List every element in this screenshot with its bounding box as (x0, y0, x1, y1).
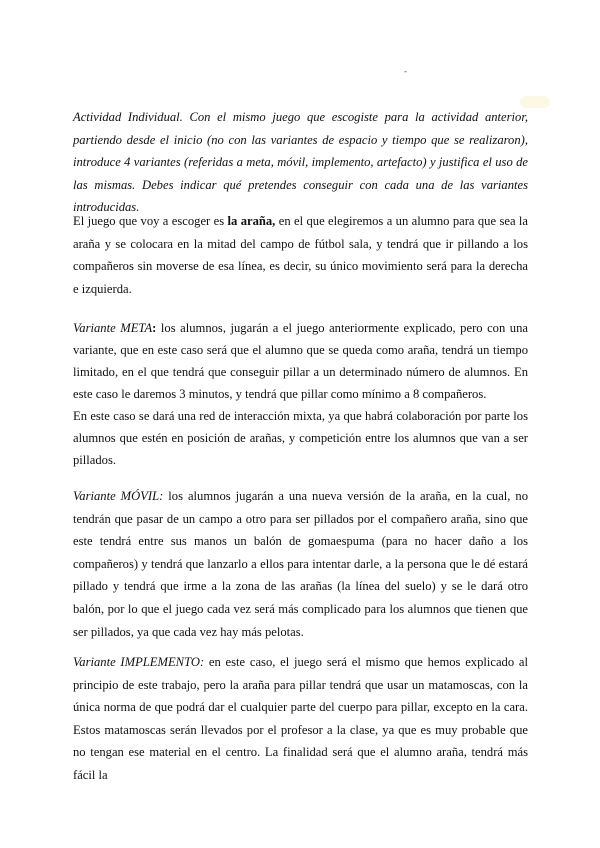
game-intro-after: en el que elegiremos a un alumno para que sea la araña y se colocara en la mitad del campo de fútbol sala, y tendrá que ir pillando a los compañeros sin moverse de esa línea, es decir, su único movimiento será para la derecha e izquierda. (73, 214, 529, 296)
game-intro-before: El juego que voy a escoger es (73, 214, 228, 228)
activity-statement: Actividad Individual. Con el mismo juego que escogiste para la actividad anterior, partiendo desde el inicio (no con las variantes de espacio y tiempo que se realizaron), introduce 4 variantes (referidas a meta, móvil, implemento, artefacto) y justifica el uso de las mismas. Debes indicar qué pretendes conseguir con cada una de las variantes introducidas. (73, 110, 528, 215)
variant-movil-paragraph (73, 485, 528, 643)
variant-movil-label: Variante MÓVIL: (73, 489, 164, 503)
variant-movil-text: los alumnos jugarán a una nueva versión de la araña, en la cual, no tendrán que pasar de un campo a otro para ser pillados por el compañero araña, sino que este tendrá entre sus manos un balón de gomaespuma (para no hacer daño a los compañeros) y tendrá que lanzarlo a ellos para intentar darle, a la persona que le dé estará pillado y tendrá que irme a la zona de las arañas (la línea del suelo) y se le dará otro balón, por lo que el juego cada vez será más complicado para los alumnos que tienen que ser pillados, ya que cada vez hay más pelotas. (73, 489, 528, 639)
variant-meta-label: Variante META (73, 321, 153, 335)
variant-implemento-label: Variante IMPLEMENTO: (73, 655, 205, 669)
variant-meta-colon: : (152, 321, 157, 335)
variant-implemento-text: en este caso, el juego será el mismo que hemos explicado al principio de este trabajo, pero la araña para pillar tendrá que usar un matamoscas, con la única norma de que podrá dar el cualquier parte del cuerpo para pillar, excepto en la cara. Estos matamoscas serán llevados por el profesor a la clase, ya que es muy probable que no tengan ese material en el centro. La finalidad será que el alumno araña, tendrá más fácil la (73, 655, 528, 782)
variant-meta-text: los alumnos, jugarán a el juego anteriormente explicado, pero con una variante, que en este caso será que el alumno que se queda como araña, tendrá un tiempo limitado, en el que tendrá que conseguir pillar a un determinado número de alumnos. En este caso le daremos 3 minutos, y tendrá que pillar como mínimo a 8 compañeros. (73, 321, 528, 401)
variant-meta-text-2: En este caso se dará una red de interacción mixta, ya que habrá colaboración por parte los alumnos que estén en posición de arañas, y competición entre los alumnos que van a ser pillados. (73, 409, 528, 467)
game-intro-paragraph (73, 210, 528, 300)
variant-implemento-paragraph (73, 651, 528, 787)
page-mark: - (404, 66, 407, 76)
variant-meta-paragraph (73, 317, 528, 471)
game-name: la araña, (227, 214, 276, 228)
